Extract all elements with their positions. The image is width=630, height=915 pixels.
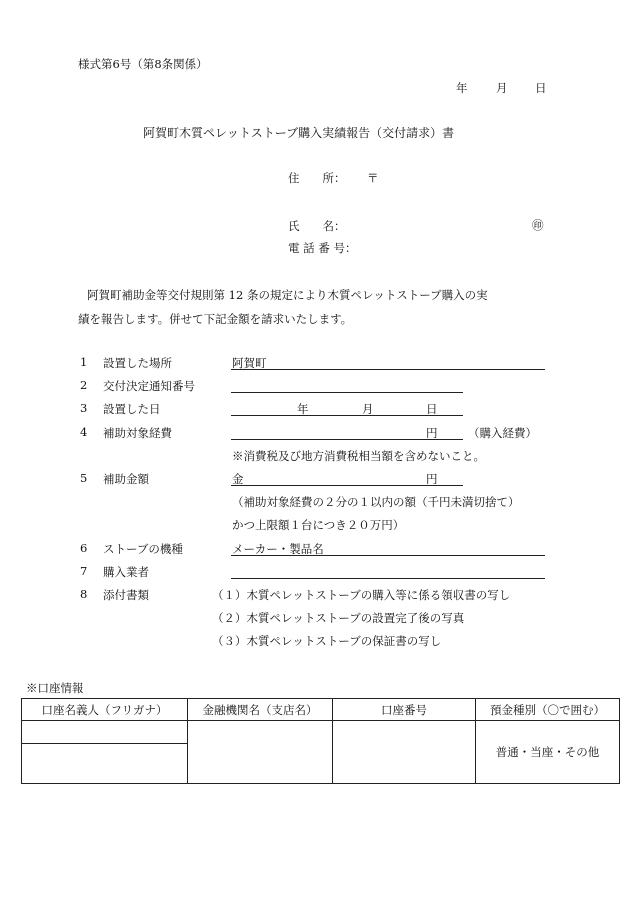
item-number: 8: [80, 587, 88, 601]
subsidy-yen: 円: [426, 472, 438, 486]
location-underline: [231, 369, 545, 370]
eligible-cost-underline: [231, 439, 463, 440]
deposit-type-cell[interactable]: 普通・当座・その他: [476, 721, 620, 784]
eligible-cost-suffix: （購入経費）: [468, 426, 537, 440]
item-number: 7: [80, 564, 88, 578]
install-date-underline: [231, 415, 463, 416]
stove-model-value: メーカー・製品名: [232, 542, 324, 556]
account-holder-kana-cell[interactable]: [22, 721, 188, 744]
account-table: [21, 698, 620, 784]
attachment-item: （１）木質ペレットストーブの購入等に係る領収書の写し: [212, 588, 511, 602]
item-label-vendor: 購入業者: [103, 565, 149, 579]
item-number: 1: [80, 355, 88, 369]
item-label-eligible-cost: 補助対象経費: [103, 426, 172, 440]
vendor-underline: [231, 578, 545, 579]
account-holder-name-cell[interactable]: [22, 744, 188, 784]
header-bank-name: 金融機関名（支店名）: [188, 699, 333, 721]
eligible-cost-yen: 円: [426, 426, 438, 440]
form-number: 様式第6号（第8条関係）: [78, 57, 208, 71]
stove-model-underline: [231, 555, 545, 556]
tax-note: ※消費税及び地方消費税相当額を含めないこと。: [232, 449, 485, 463]
document-title: 阿賀町木質ペレットストーブ購入実績報告（交付請求）書: [143, 126, 455, 140]
phone-label: 電 話 番 号：: [288, 241, 357, 255]
date-year: 年: [456, 81, 468, 95]
item-label-install-date: 設置した日: [103, 402, 161, 416]
header-account-holder: 口座名義人（フリガナ）: [22, 699, 188, 721]
postal-mark: 〒: [367, 171, 379, 185]
item-number: 2: [80, 378, 88, 392]
install-month: 月: [362, 402, 374, 416]
notice-number-underline: [231, 392, 463, 393]
bank-name-cell[interactable]: [188, 721, 333, 784]
attachment-item: （２）木質ペレットストーブの設置完了後の写真: [212, 611, 465, 625]
item-label-stove-model: ストーブの機種: [103, 542, 183, 556]
item-label-location: 設置した場所: [103, 356, 172, 370]
date-month: 月: [496, 81, 508, 95]
seal-mark: ㊞: [532, 218, 544, 232]
item-label-attachments: 添付書類: [103, 588, 149, 602]
subsidy-note-1: （補助対象経費の２分の１以内の額（千円未満切捨て）: [232, 495, 520, 509]
item-number: 5: [80, 471, 88, 485]
header-deposit-type: 預金種別（〇で囲む）: [476, 699, 620, 721]
date-day: 日: [535, 81, 547, 95]
subsidy-prefix: 金: [232, 472, 244, 486]
subsidy-underline: [231, 485, 463, 486]
name-label: 氏 名：: [288, 219, 346, 233]
intro-line-1: 阿賀町補助金等交付規則第 12 条の規定により木質ペレットストーブ購入の実: [87, 288, 488, 302]
account-number-cell[interactable]: [333, 721, 476, 784]
intro-line-2: 績を報告します。併せて下記金額を請求いたします。: [78, 312, 353, 326]
item-number: 4: [80, 425, 88, 439]
item-label-subsidy-amount: 補助金額: [103, 472, 149, 486]
account-section-label: ※口座情報: [26, 681, 84, 695]
header-account-number: 口座番号: [333, 699, 476, 721]
install-year: 年: [297, 402, 309, 416]
item-number: 3: [80, 401, 88, 415]
address-label: 住 所：: [288, 171, 346, 185]
install-day: 日: [426, 402, 438, 416]
item-label-notice-number: 交付決定通知番号: [103, 379, 195, 393]
subsidy-note-2: かつ上限額１台につき２０万円）: [232, 518, 405, 532]
item-number: 6: [80, 541, 88, 555]
location-value: 阿賀町: [232, 356, 267, 370]
attachment-item: （３）木質ペレットストーブの保証書の写し: [212, 634, 442, 648]
